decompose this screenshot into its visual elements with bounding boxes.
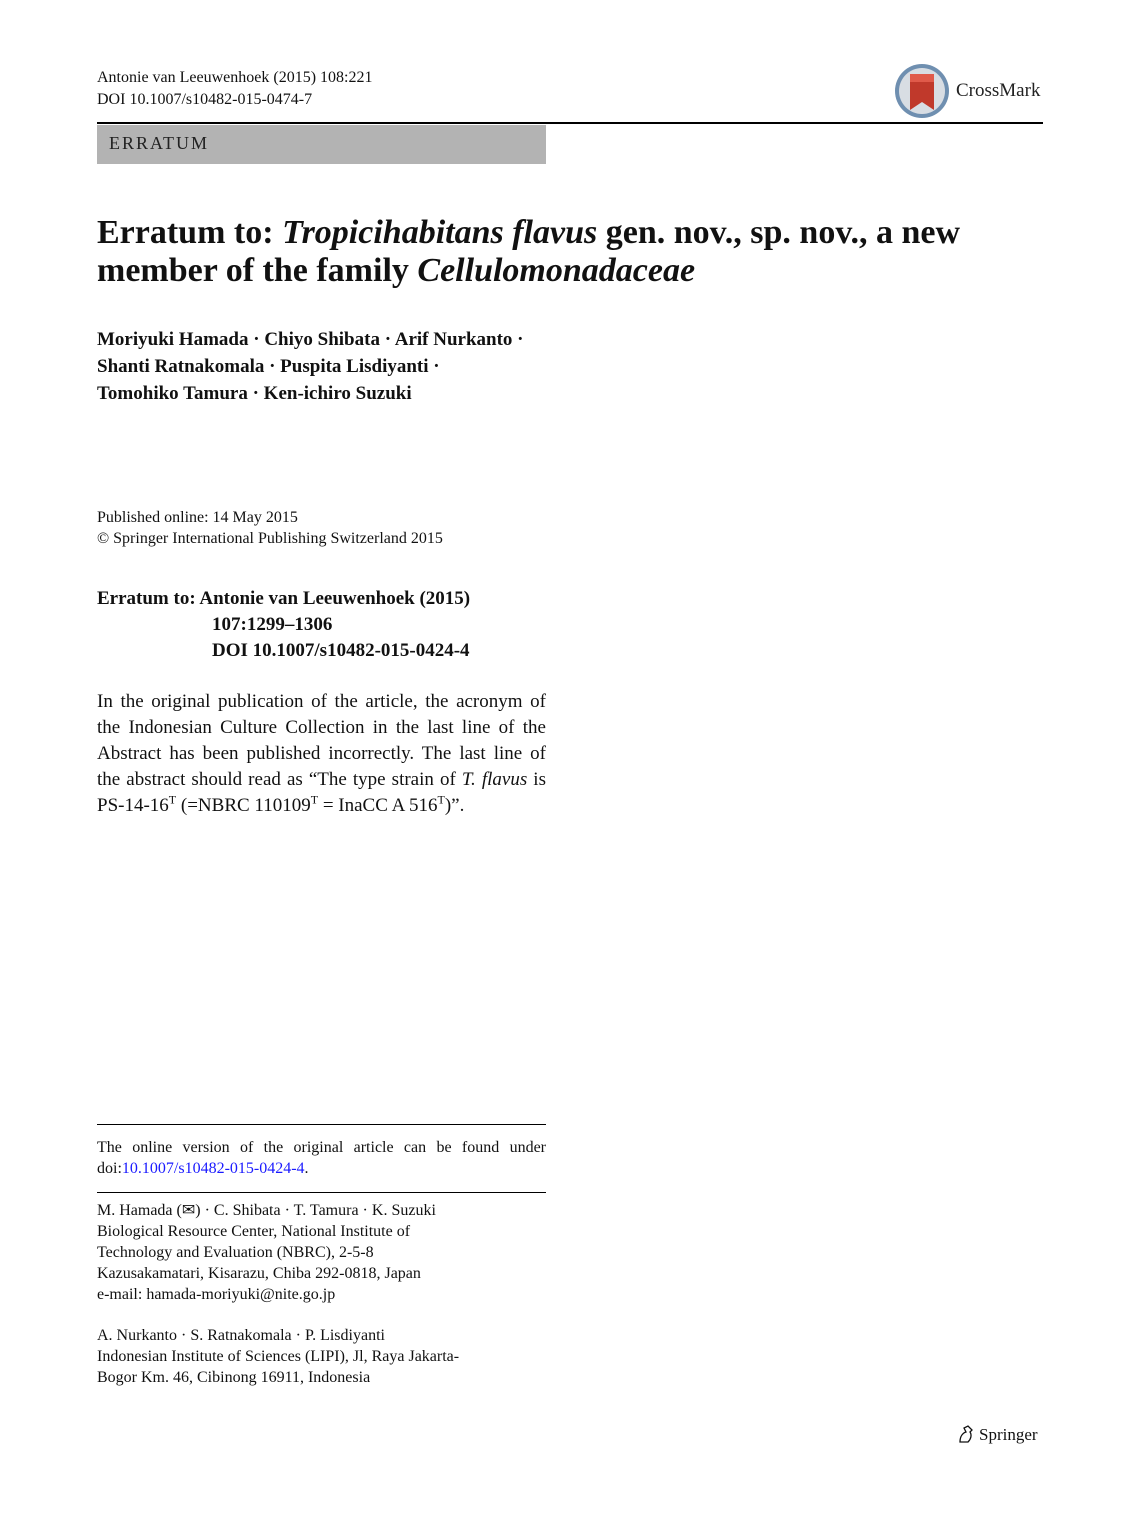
affiliation-authors: M. Hamada (✉) · C. Shibata · T. Tamura · K. Suzuki bbox=[97, 1202, 436, 1219]
author-line: Shanti Ratnakomala · Puspita Lisdiyanti · bbox=[97, 356, 440, 377]
corresponding-email[interactable]: e-mail: hamada-moriyuki@nite.go.jp bbox=[97, 1286, 336, 1303]
affiliation-address: Indonesian Institute of Sciences (LIPI), Jl, Raya Jakarta- bbox=[97, 1348, 460, 1365]
superscript-t: T bbox=[437, 792, 445, 807]
body-nbrc: (=NBRC 110109 bbox=[176, 795, 311, 816]
crossmark-icon bbox=[893, 62, 951, 120]
superscript-t: T bbox=[310, 792, 319, 807]
erratum-ref-doi: DOI 10.1007/s10482-015-0424-4 bbox=[212, 640, 470, 661]
erratum-reference bbox=[97, 586, 470, 664]
title-family: Cellulomonadaceae bbox=[417, 252, 696, 289]
journal-header bbox=[97, 67, 372, 111]
springer-horse-icon bbox=[957, 1424, 975, 1444]
affiliation-address: Kazusakamatari, Kisarazu, Chiba 292-0818, Japan bbox=[97, 1265, 421, 1282]
affiliation-address: Bogor Km. 46, Cibinong 16911, Indonesia bbox=[97, 1369, 371, 1386]
author-line: Tomohiko Tamura · Ken-ichiro Suzuki bbox=[97, 383, 412, 404]
erratum-body bbox=[97, 689, 546, 819]
affiliation-authors: A. Nurkanto · S. Ratnakomala · P. Lisdiyanti bbox=[97, 1327, 385, 1344]
author-list bbox=[97, 326, 617, 407]
affiliation-address: Technology and Evaluation (NBRC), 2-5-8 bbox=[97, 1244, 374, 1261]
header-rule bbox=[97, 122, 1043, 124]
copyright: © Springer International Publishing Switzerland 2015 bbox=[97, 530, 443, 547]
online-note-text: The online version of the original article can be found under doi: bbox=[97, 1139, 546, 1177]
title-middle: gen. nov., sp. nov., a new member of the family bbox=[97, 214, 960, 289]
publisher-name: Springer bbox=[979, 1425, 1038, 1444]
online-version-note bbox=[97, 1137, 546, 1179]
crossmark-label: CrossMark bbox=[956, 80, 1041, 101]
body-inacc: = InaCC A 516 bbox=[318, 795, 438, 816]
erratum-ref-pages: 107:1299–1306 bbox=[212, 614, 333, 635]
title-species: Tropicihabitans flavus bbox=[282, 214, 598, 251]
erratum-ref-line: Erratum to: Antonie van Leeuwenhoek (2015) bbox=[97, 588, 471, 609]
body-intro: In the original publication of the article, the acronym of the Indonesian Culture Collection in the last line of the Abstract has been published incorrectly. The last line of the abstract should read as “The type strain of bbox=[97, 691, 546, 790]
publication-info bbox=[97, 507, 443, 549]
online-note-end: . bbox=[304, 1160, 309, 1177]
section-label: ERRATUM bbox=[109, 133, 210, 153]
article-doi: DOI 10.1007/s10482-015-0474-7 bbox=[97, 91, 313, 108]
affiliation-address: Biological Resource Center, National Institute of bbox=[97, 1223, 411, 1240]
affiliation-japan bbox=[97, 1200, 546, 1305]
body-strain: is PS-14-16 bbox=[97, 769, 546, 816]
body-species: T. flavus bbox=[461, 769, 528, 790]
crossmark-badge[interactable] bbox=[893, 62, 1043, 120]
affiliation-indonesia bbox=[97, 1325, 546, 1388]
article-title bbox=[97, 214, 997, 290]
title-prefix: Erratum to: bbox=[97, 214, 283, 251]
published-date: Published online: 14 May 2015 bbox=[97, 509, 298, 526]
section-label-bar bbox=[97, 125, 546, 164]
superscript-t: T bbox=[168, 792, 177, 807]
body-closing: )”. bbox=[444, 795, 465, 816]
author-line: Moriyuki Hamada · Chiyo Shibata · Arif Nurkanto · bbox=[97, 329, 524, 350]
original-article-doi-link[interactable]: 10.1007/s10482-015-0424-4 bbox=[121, 1160, 305, 1177]
footnote-rule bbox=[97, 1192, 546, 1193]
footnote-rule bbox=[97, 1124, 546, 1125]
journal-citation: Antonie van Leeuwenhoek (2015) 108:221 bbox=[97, 69, 373, 86]
publisher-logo bbox=[957, 1424, 1038, 1445]
